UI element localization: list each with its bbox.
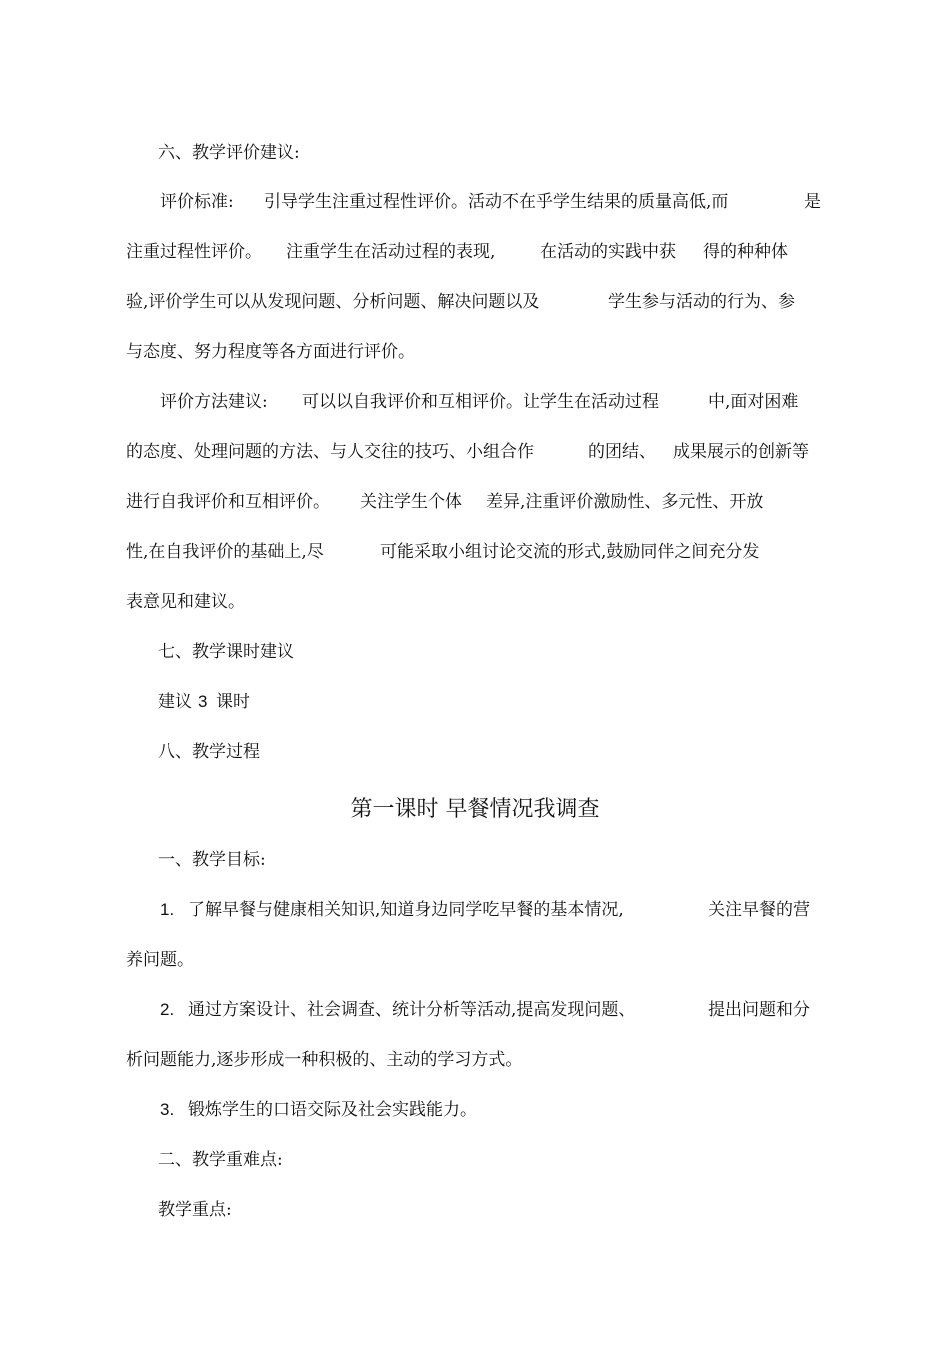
paragraph-line: 评价方法建议: 可以以自我评价和互相评价。让学生在活动过程 中,面对困难 xyxy=(160,392,799,412)
paragraph-line: 进行自我评价和互相评价。 关注学生个体 差异,注重评价激励性、多元性、开放 xyxy=(126,492,764,512)
paragraph-line: 表意见和建议。 xyxy=(126,592,245,612)
paragraph-line: 注重过程性评价。 注重学生在活动过程的表现, 在活动的实践中获 得的种种体 xyxy=(126,242,788,262)
paragraph-line: 析问题能力,逐步形成一种积极的、主动的学习方式。 xyxy=(126,1050,523,1070)
section-heading: 二、教学重难点: xyxy=(158,1150,283,1170)
list-item: 1. 了解早餐与健康相关知识,知道身边同学吃早餐的基本情况, 关注早餐的营 xyxy=(160,900,810,920)
list-item: 2. 通过方案设计、社会调查、统计分析等活动,提高发现问题、 提出问题和分 xyxy=(160,1000,810,1020)
paragraph-line: 养问题。 xyxy=(126,950,194,970)
subheading: 教学重点: xyxy=(158,1200,232,1220)
paragraph-line: 验,评价学生可以从发现问题、分析问题、解决问题以及 学生参与活动的行为、参 xyxy=(126,292,795,312)
section-heading: 一、教学目标: xyxy=(158,850,266,870)
list-item: 3. 锻炼学生的口语交际及社会实践能力。 xyxy=(160,1100,477,1120)
section-heading: 六、教学评价建议: xyxy=(158,143,300,163)
lesson-title: 第一课时 早餐情况我调查 xyxy=(350,797,600,822)
paragraph-line: 的态度、处理问题的方法、与人交往的技巧、小组合作 的团结、 成果展示的创新等 xyxy=(126,442,809,462)
paragraph-line: 与态度、努力程度等各方面进行评价。 xyxy=(126,342,415,362)
section-heading: 八、教学过程 xyxy=(158,742,260,762)
paragraph-line: 性,在自我评价的基础上,尽 可能采取小组讨论交流的形式,鼓励同伴之间充分发 xyxy=(126,542,760,562)
paragraph-line: 评价标准: 引导学生注重过程性评价。活动不在乎学生结果的质量高低,而 是 xyxy=(160,192,821,212)
paragraph-line: 建议 3 课时 xyxy=(158,692,250,712)
section-heading: 七、教学课时建议 xyxy=(158,642,294,662)
